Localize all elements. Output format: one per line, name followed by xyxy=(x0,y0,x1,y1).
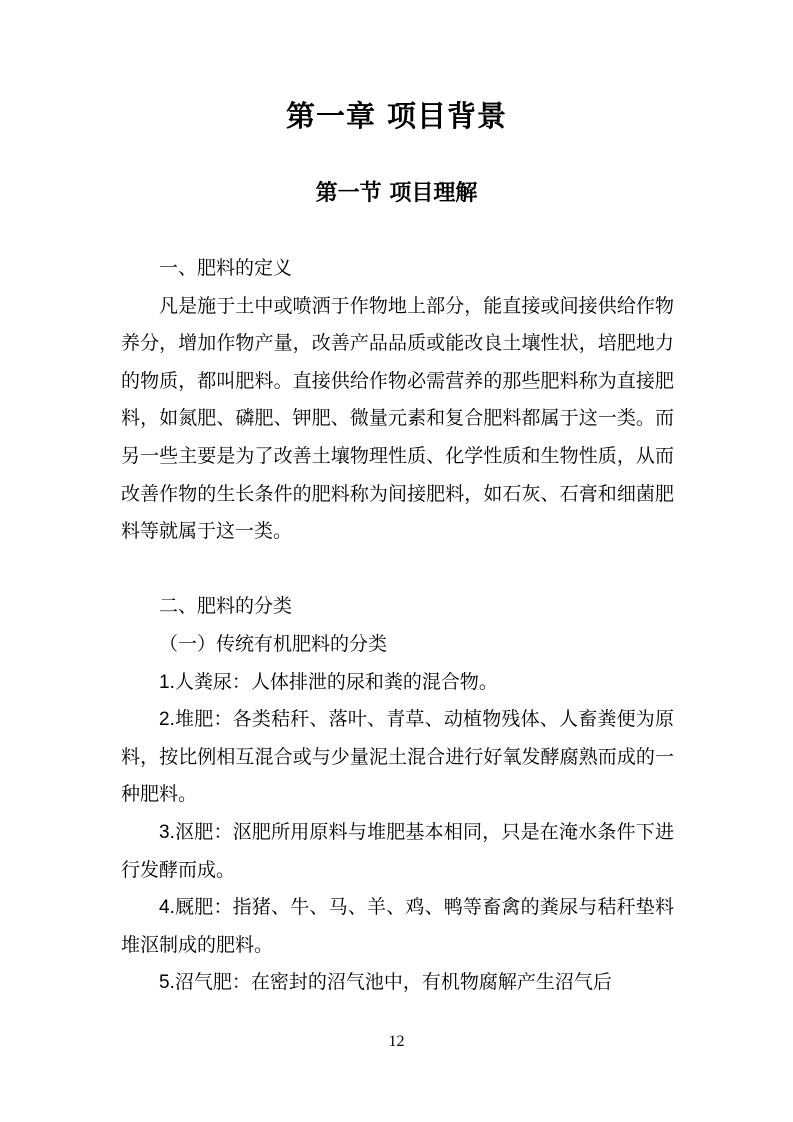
chapter-title: 第一章 项目背景 xyxy=(285,99,508,133)
item-number: 3. xyxy=(159,821,175,843)
definition-paragraph: 凡是施于土中或喷洒于作物地上部分，能直接或间接供给作物养分，增加作物产量，改善产品品质或能改良土壤性状，培肥地力的物质，都叫肥料。直接供给作物必需营养的那些肥料称为直接肥料，如氮肥、磷肥、钾肥、微量元素和复合肥料都属于这一类。而另一些主要是为了改善土壤物理性质、化学性质和生物性质，从而改善作物的生长条件的肥料称为间接肥料，如石灰、石膏和细菌肥料等就属于这一类。 xyxy=(121,294,674,543)
item-number: 1. xyxy=(159,671,175,693)
classification-subheading: （一）传统有机肥料的分类 xyxy=(159,632,388,655)
section-title: 第一节 项目理解 xyxy=(315,181,478,206)
list-item xyxy=(121,814,674,889)
item-text: 人粪尿：人体排泄的尿和粪的混合物。 xyxy=(174,670,498,693)
list-item xyxy=(121,889,674,964)
item-text: 厩肥：指猪、牛、马、羊、鸡、鸭等畜禽的粪尿与秸秆垫料堆沤制成的肥料。 xyxy=(121,896,674,956)
classification-heading: 二、肥料的分类 xyxy=(159,595,293,618)
item-number: 2. xyxy=(159,709,175,731)
item-number: 4. xyxy=(159,897,175,919)
item-text: 堆肥：各类秸秆、落叶、青草、动植物残体、人畜粪便为原料，按比例相互混合或与少量泥土混合进行好氧发酵腐熟而成的一种肥料。 xyxy=(121,708,674,806)
page-number: 12 xyxy=(388,1033,405,1050)
item-number: 5. xyxy=(159,972,175,994)
definition-heading: 一、肥料的定义 xyxy=(159,257,293,279)
list-item xyxy=(121,664,674,702)
item-text: 沤肥：沤肥所用原料与堆肥基本相同，只是在淹水条件下进行发酵而成。 xyxy=(121,820,674,881)
list-item xyxy=(121,701,674,814)
list-item xyxy=(121,964,674,1002)
body-text xyxy=(121,250,674,1002)
item-text: 沼气肥：在密封的沼气池中，有机物腐解产生沼气后 xyxy=(174,971,612,994)
